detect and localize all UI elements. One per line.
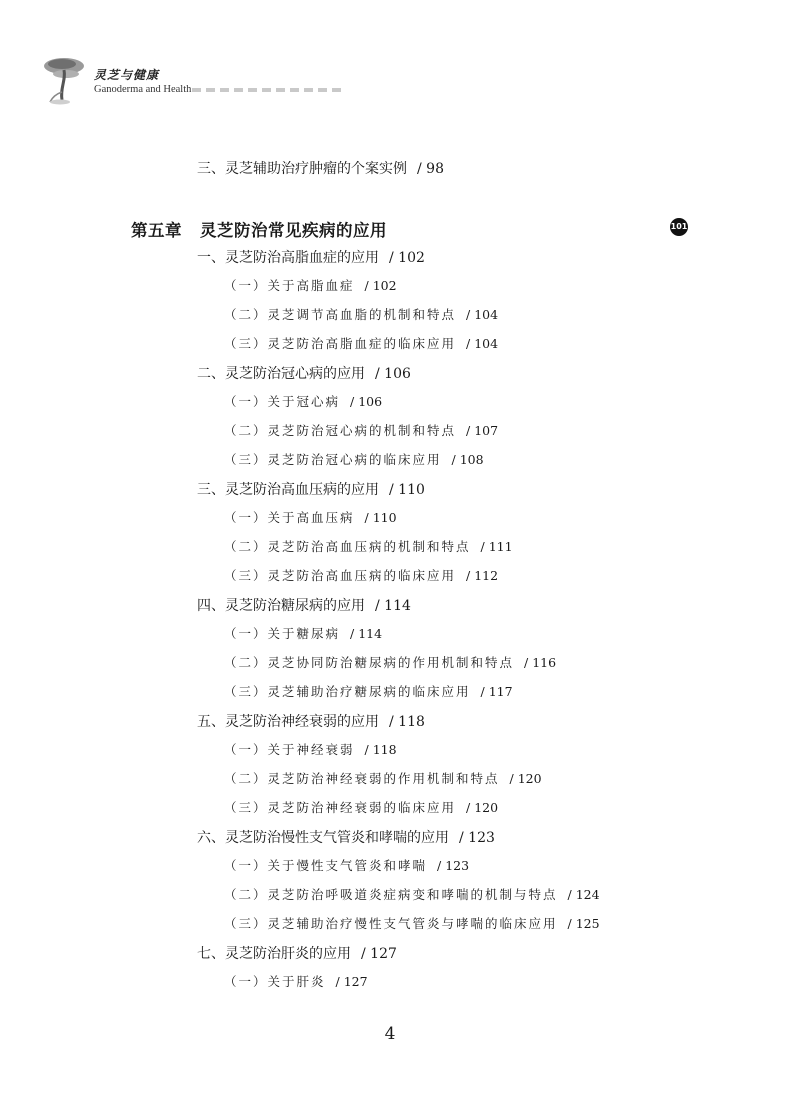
toc-subsection-entry[interactable] [224,769,542,787]
toc-subsection-entry[interactable] [224,450,484,468]
toc-entry-page: / 125 [567,916,600,931]
toc-entry-page: / 123 [459,830,495,846]
toc-entry-page: / 111 [480,539,513,554]
toc-subsection-entry[interactable] [224,972,368,990]
chapter-title: 灵芝防治常见疾病的应用 [200,221,387,240]
toc-subsection-entry[interactable] [224,740,397,758]
toc-entry-page: / 102 [389,250,425,266]
toc-entry-title: 七、灵芝防治肝炎的应用 [197,946,351,962]
toc-entry-title: （二）灵芝调节高血脂的机制和特点 [224,307,457,322]
toc-entry-page: / 114 [375,598,411,614]
chapter-label: 第五章 [131,221,182,240]
toc-section-entry[interactable] [197,827,495,847]
toc-entry-title: （一）关于慢性支气管炎和哮喘 [224,858,428,873]
toc-entry-title: （一）关于糖尿病 [224,626,341,641]
header-subtitle: Ganoderma and Health [94,84,192,95]
toc-entry-page: / 124 [567,887,600,902]
toc-entry-page: / 104 [466,336,499,351]
toc-entry-page: / 120 [509,771,542,786]
toc-entry-previous[interactable] [197,158,444,178]
toc-entry-title: 六、灵芝防治慢性支气管炎和哮喘的应用 [197,830,449,846]
toc-entry-page: / 106 [350,394,383,409]
toc-entry-title: 五、灵芝防治神经衰弱的应用 [197,714,379,730]
toc-entry-title: （一）关于神经衰弱 [224,742,355,757]
toc-entry-page: / 127 [361,946,397,962]
toc-subsection-entry[interactable] [224,276,397,294]
toc-entry-title: （三）灵芝辅助治疗糖尿病的临床应用 [224,684,471,699]
toc-entry-page: / 120 [466,800,499,815]
toc-entry-page: / 116 [524,655,557,670]
toc-entry-page: / 107 [466,423,499,438]
toc-entry-page: / 114 [350,626,383,641]
toc-entry-page: / 127 [335,974,368,989]
toc-subsection-entry[interactable] [224,508,397,526]
toc-entry-title: （三）灵芝辅助治疗慢性支气管炎与哮喘的临床应用 [224,916,558,931]
toc-section-entry[interactable] [197,479,425,499]
toc-entry-page: / 108 [451,452,484,467]
toc-subsection-entry[interactable] [224,537,513,555]
toc-subsection-entry[interactable] [224,334,498,352]
toc-subsection-entry[interactable] [224,653,556,671]
toc-section-entry[interactable] [197,711,425,731]
toc-entry-title: （一）关于冠心病 [224,394,341,409]
page-number: 4 [384,1024,396,1044]
toc-entry-title: （二）灵芝防治冠心病的机制和特点 [224,423,457,438]
toc-entry-page: / 118 [364,742,397,757]
header-title: 灵芝与健康 [94,68,160,82]
chapter-heading[interactable] [131,217,387,241]
toc-entry-title: 一、灵芝防治高脂血症的应用 [197,250,379,266]
toc-entry-title: 四、灵芝防治糖尿病的应用 [197,598,365,614]
toc-entry-title: （一）关于高血压病 [224,510,355,525]
toc-section-entry[interactable] [197,247,425,267]
toc-entry-title: （一）关于高脂血症 [224,278,355,293]
toc-entry-page: / 118 [389,714,425,730]
toc-entry-title: （二）灵芝防治呼吸道炎症病变和哮喘的机制与特点 [224,887,558,902]
toc-section-entry[interactable] [197,943,397,963]
toc-entry-title: （三）灵芝防治高血压病的临床应用 [224,568,457,583]
toc-entry-page: / 110 [389,482,425,498]
toc-subsection-entry[interactable] [224,624,382,642]
toc-subsection-entry[interactable] [224,566,498,584]
toc-entry-page: / 112 [466,568,499,583]
toc-entry-title: （二）灵芝协同防治糖尿病的作用机制和特点 [224,655,515,670]
toc-section-entry[interactable] [197,595,411,615]
toc-entry-page: / 123 [437,858,470,873]
toc-subsection-entry[interactable] [224,682,513,700]
toc-entry-title: 三、灵芝辅助治疗肿瘤的个案实例 [197,161,407,177]
toc-entry-title: （三）灵芝防治神经衰弱的临床应用 [224,800,457,815]
toc-subsection-entry[interactable] [224,885,600,903]
chapter-page-badge: 101 [670,218,688,236]
toc-subsection-entry[interactable] [224,798,498,816]
toc-section-entry[interactable] [197,363,411,383]
toc-subsection-entry[interactable] [224,856,469,874]
toc-entry-title: （二）灵芝防治高血压病的机制和特点 [224,539,471,554]
toc-entry-page: / 106 [375,366,411,382]
toc-subsection-entry[interactable] [224,421,498,439]
toc-subsection-entry[interactable] [224,914,600,932]
toc-entry-page: / 104 [466,307,499,322]
toc-entry-page: / 102 [364,278,397,293]
toc-entry-page: / 117 [480,684,513,699]
toc-entry-title: （一）关于肝炎 [224,974,326,989]
toc-entry-page: / 110 [364,510,397,525]
toc-subsection-entry[interactable] [224,305,498,323]
toc-entry-title: （三）灵芝防治冠心病的临床应用 [224,452,442,467]
toc-entry-title: （二）灵芝防治神经衰弱的作用机制和特点 [224,771,500,786]
toc-subsection-entry[interactable] [224,392,382,410]
toc-entry-page: / 98 [417,161,444,177]
toc-entry-title: 三、灵芝防治高血压病的应用 [197,482,379,498]
toc-entry-title: （三）灵芝防治高脂血症的临床应用 [224,336,457,351]
toc-entry-title: 二、灵芝防治冠心病的应用 [197,366,365,382]
